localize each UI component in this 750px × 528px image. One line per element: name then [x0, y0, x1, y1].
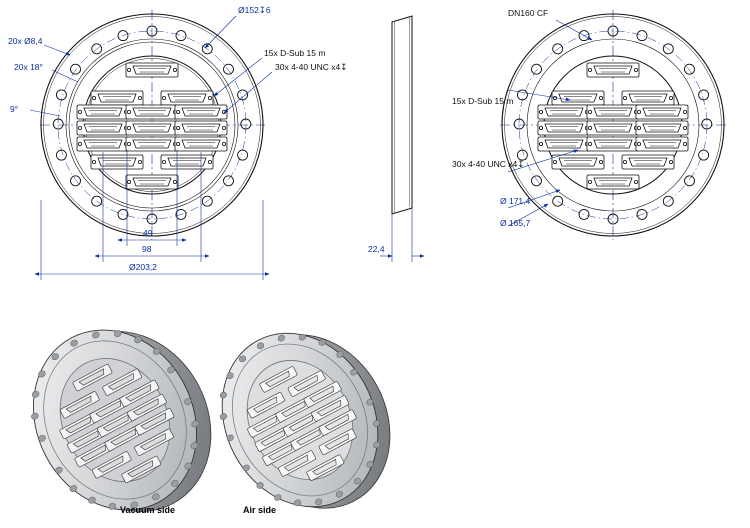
front-dim-98-label: 98: [142, 244, 152, 254]
iso-air-side-caption: Air side: [243, 505, 277, 515]
iso-view-vacuum-side: [2, 296, 241, 528]
front-angle-9-label: 9°: [10, 104, 19, 114]
front-dim-49-label: 49: [143, 228, 153, 238]
rear-view: [500, 10, 726, 240]
front-bolt-hole-label: 20x Ø8,4: [8, 36, 43, 46]
rear-thread-spec-label: 30x 4-40 UNC x4↧: [452, 159, 525, 169]
side-view: [380, 16, 424, 262]
iso-view-air-side: [192, 301, 419, 528]
rear-dsub-count-label: 15x D-Sub 15 m: [452, 96, 514, 106]
front-outer-dia-label: Ø203,2: [129, 262, 157, 272]
side-thickness-label: 22,4: [368, 244, 385, 254]
front-view: [30, 10, 272, 280]
rear-bolt-circle-label: Ø 171,4: [500, 196, 531, 206]
iso-vacuum-side-caption: Vacuum side: [120, 505, 176, 515]
rear-flange-type-label: DN160 CF: [508, 8, 549, 18]
front-dsub-count-label: 15x D-Sub 15 m: [264, 48, 326, 58]
front-thread-spec-label: 30x 4-40 UNC x4↧: [275, 62, 348, 72]
rear-seal-dia-label: Ø 165,7: [500, 218, 531, 228]
front-bore-dia-label: Ø152↧6: [238, 5, 271, 15]
front-angle-20-label: 20x 18°: [14, 62, 43, 72]
